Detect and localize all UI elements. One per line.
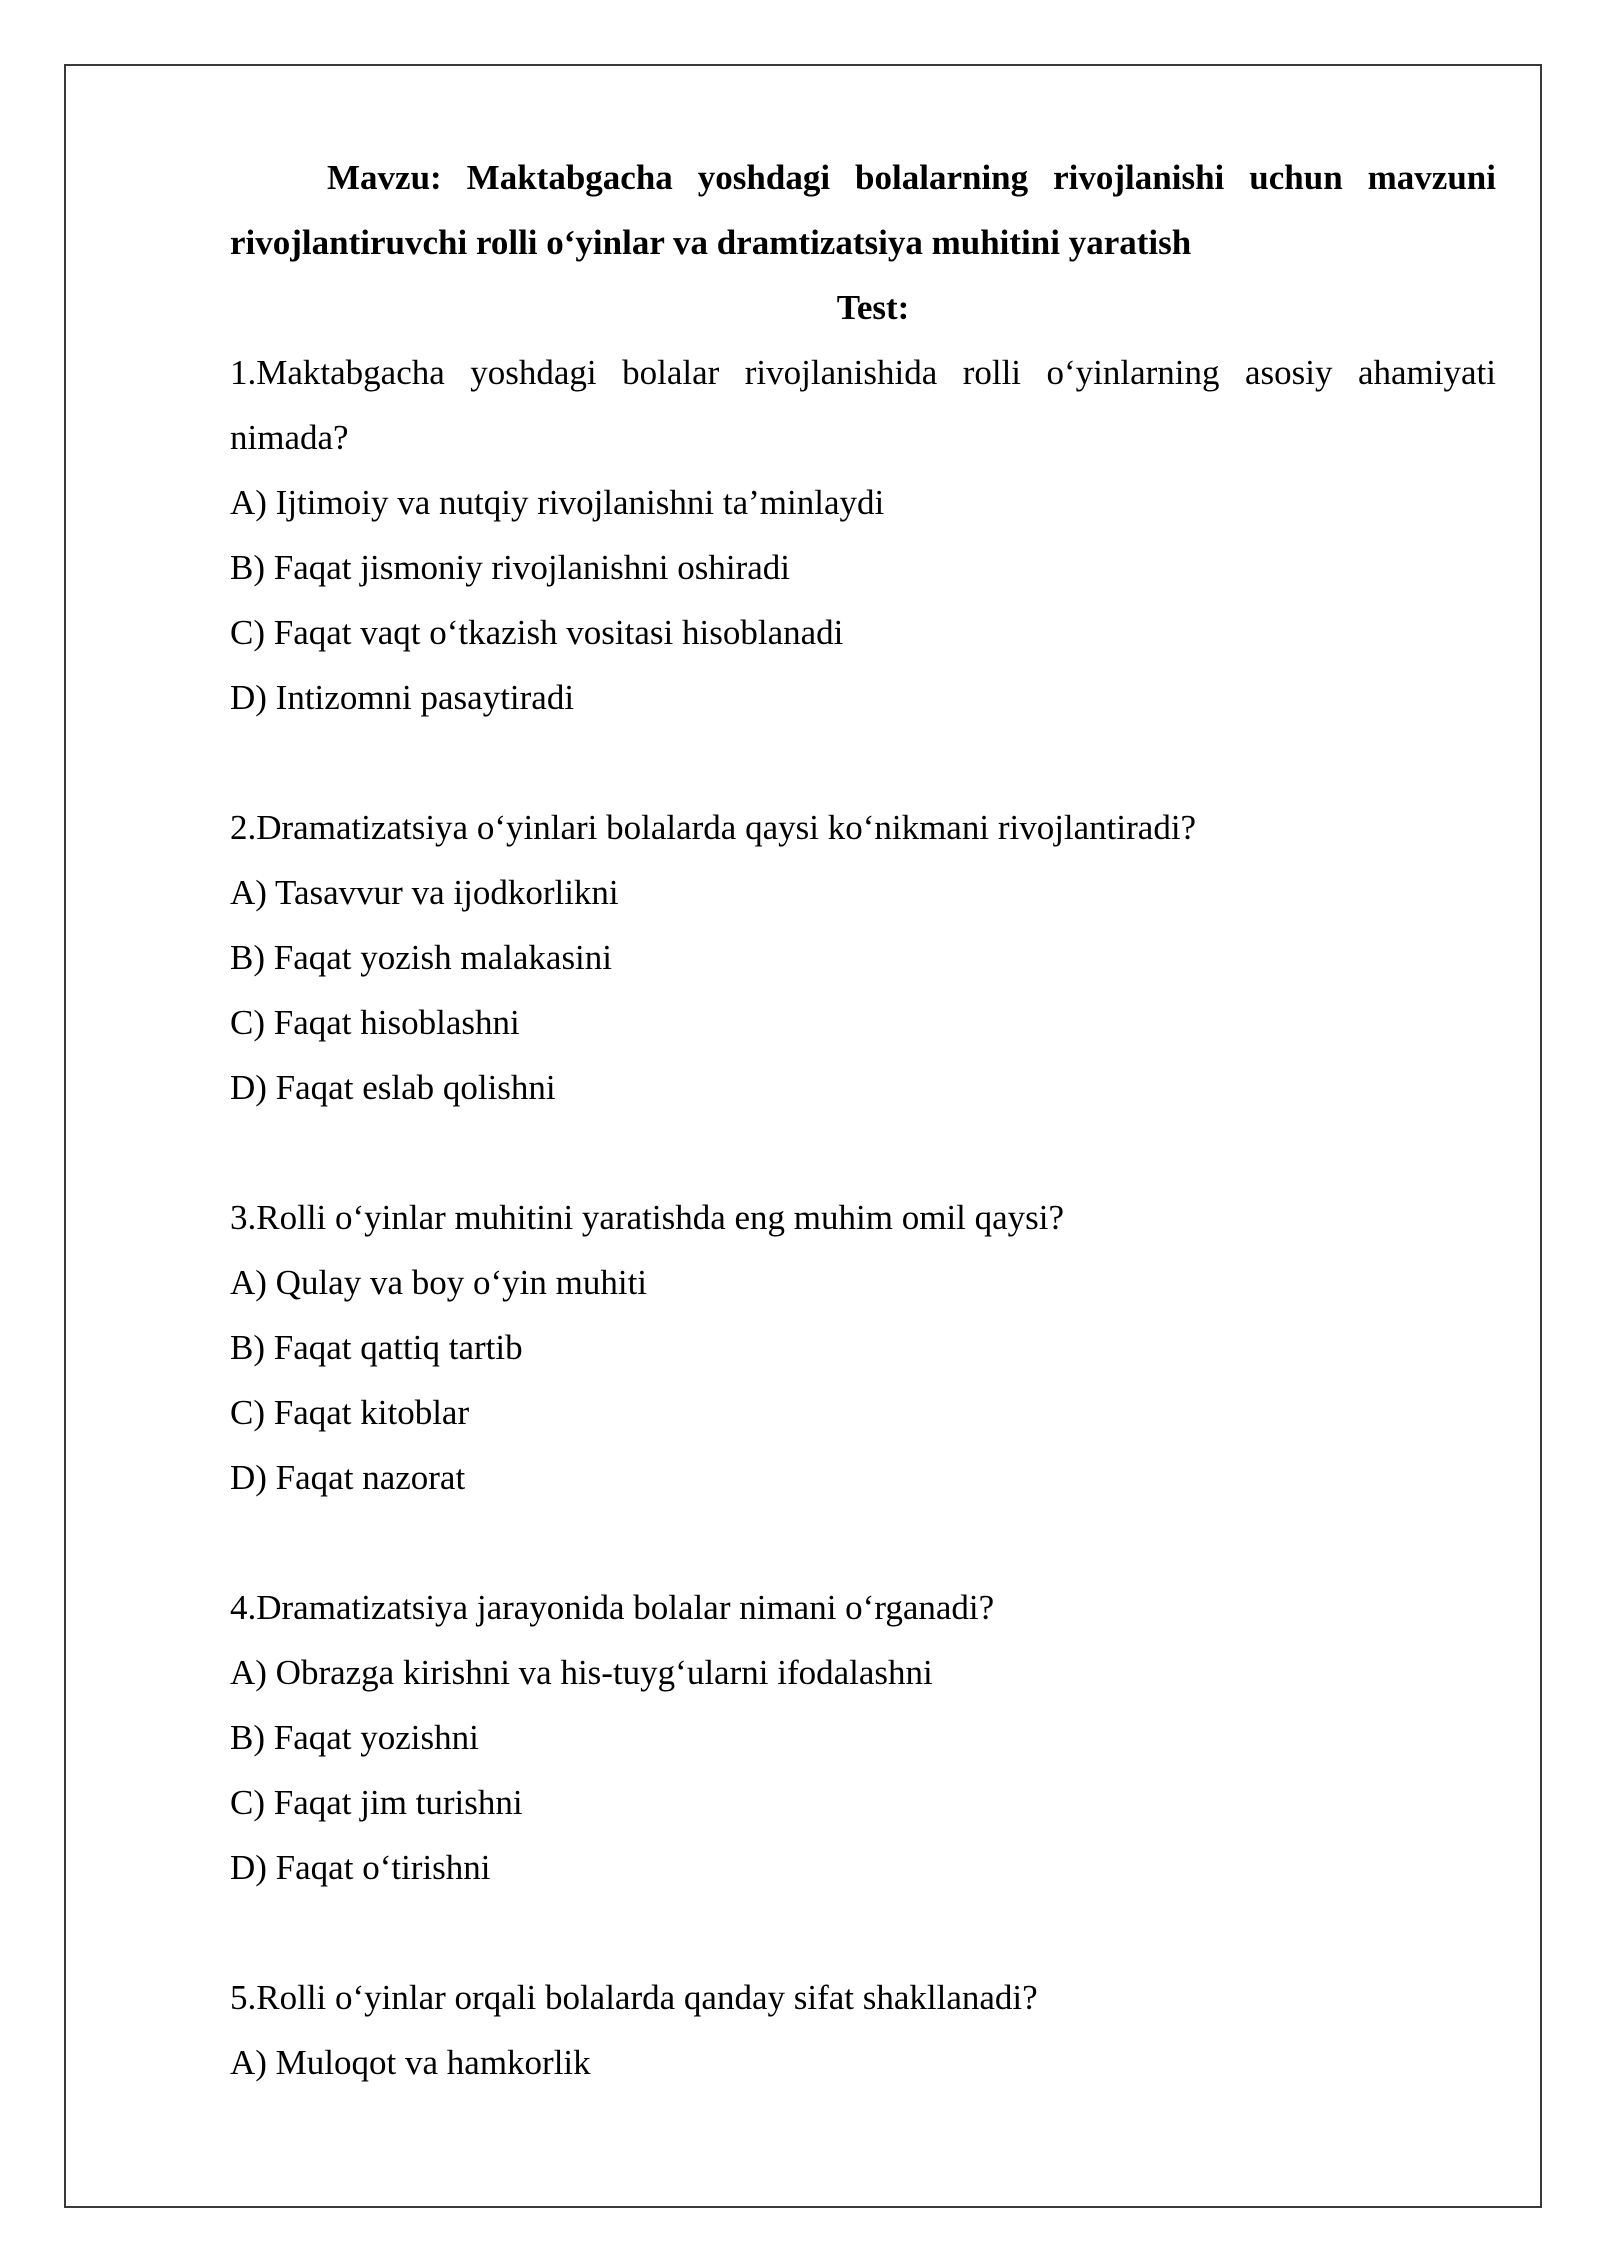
question-block [230,1575,1496,1900]
question-text: 2.Dramatizatsiya o‘yinlari bolalarda qaysi ko‘nikmani rivojlantiradi? [230,808,1197,847]
document-title: Mavzu: Maktabgacha yoshdagi bolalarning rivojlanishi uchun mavzuni rivojlantiruvchi rolli o‘yinlar va dramtizatsiya muhitini yaratish [230,158,1496,262]
question-block [230,795,1496,1120]
answer-option: C) Faqat kitoblar [230,1393,470,1432]
answer-option: B) Faqat qattiq tartib [230,1328,523,1367]
document-content [230,145,1496,2095]
question-block [230,1185,1496,1510]
answer-option: A) Qulay va boy o‘yin muhiti [230,1263,648,1302]
answer-option: A) Ijtimoiy va nutqiy rivojlanishni ta’minlaydi [230,483,885,522]
answer-option: D) Intizomni pasaytiradi [230,678,575,717]
answer-option: A) Tasavvur va ijodkorlikni [230,873,619,912]
test-heading: Test: [836,288,910,327]
answer-option: C) Faqat vaqt o‘tkazish vositasi hisoblanadi [230,613,844,652]
answer-option: A) Obrazga kirishni va his-tuyg‘ularni ifodalashni [230,1653,933,1692]
spacer [230,1510,1496,1575]
answer-option: A) Muloqot va hamkorlik [230,2043,591,2082]
answer-option: B) Faqat yozishni [230,1718,479,1757]
question-text: 4.Dramatizatsiya jarayonida bolalar nimani o‘rganadi? [230,1588,995,1627]
question-block [230,340,1496,730]
answer-option: D) Faqat eslab qolishni [230,1068,556,1107]
answer-option: D) Faqat nazorat [230,1458,466,1497]
answer-option: B) Faqat jismoniy rivojlanishni oshiradi [230,548,790,587]
question-text: 5.Rolli o‘yinlar orqali bolalarda qanday sifat shakllanadi? [230,1978,1038,2017]
spacer [230,1120,1496,1185]
answer-option: D) Faqat o‘tirishni [230,1848,491,1887]
question-text: 1.Maktabgacha yoshdagi bolalar rivojlanishida rolli o‘yinlarning asosiy ahamiyati nimada? [230,353,1496,457]
answer-option: C) Faqat jim turishni [230,1783,523,1822]
spacer [230,730,1496,795]
question-text: 3.Rolli o‘yinlar muhitini yaratishda eng muhim omil qaysi? [230,1198,1065,1237]
answer-option: C) Faqat hisoblashni [230,1003,520,1042]
answer-option: B) Faqat yozish malakasini [230,938,613,977]
question-block [230,1965,1496,2095]
spacer [230,1900,1496,1965]
